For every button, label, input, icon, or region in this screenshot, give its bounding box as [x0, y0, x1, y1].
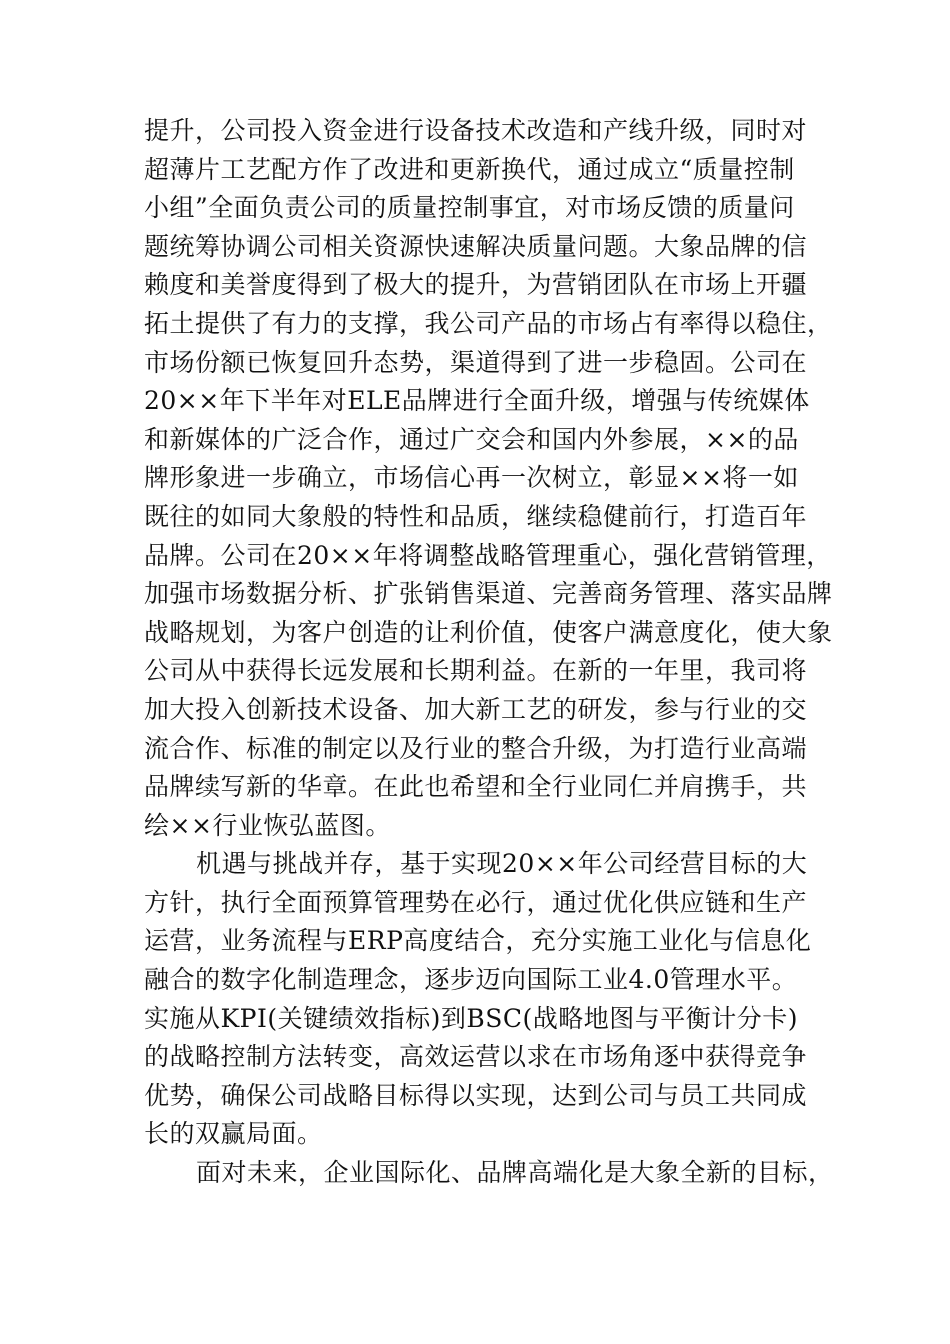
text-line: 题统筹协调公司相关资源快速解决质量问题。大象品牌的信	[144, 231, 808, 261]
text-line: 和新媒体的广泛合作，通过广交会和国内外参展，××的品	[144, 424, 799, 454]
text-line: 小组”全面负责公司的质量控制事宜，对市场反馈的质量问	[144, 193, 795, 223]
text-line: 实施从KPI(关键绩效指标)到BSC(战略地图与平衡计分卡)	[144, 1003, 799, 1033]
text-line: 赖度和美誉度得到了极大的提升，为营销团队在市场上开疆	[144, 270, 808, 300]
text-line: 的战略控制方法转变，高效运营以求在市场角逐中获得竞争	[144, 1042, 808, 1072]
text-line: 市场份额已恢复回升态势，渠道得到了进一步稳固。公司在	[144, 347, 808, 377]
text-line: 加大投入创新技术设备、加大新工艺的研发，参与行业的交	[144, 694, 808, 724]
paragraph-first-line: 机遇与挑战并存，基于实现20××年公司经营目标的大	[196, 849, 808, 879]
text-line: 既往的如同大象般的特性和品质，继续稳健前行，打造百年	[144, 501, 808, 531]
text-line: 方针，执行全面预算管理势在必行，通过优化供应链和生产	[144, 887, 808, 917]
text-line: 超薄片工艺配方作了改进和更新换代，通过成立“质量控制	[144, 154, 795, 184]
text-line: 战略规划，为客户创造的让利价值，使客户满意度化，使大象	[144, 617, 833, 647]
text-line: 优势，确保公司战略目标得以实现，达到公司与员工共同成	[144, 1080, 808, 1110]
body-text	[144, 112, 834, 1193]
text-line: 提升，公司投入资金进行设备技术改造和产线升级，同时对	[144, 116, 808, 145]
text-line: 牌形象进一步确立，市场信心再一次树立，彰显××将一如	[144, 463, 799, 493]
text-line: 20××年下半年对ELE品牌进行全面升级，增强与传统媒体	[144, 386, 810, 416]
text-line: 加强市场数据分析、扩张销售渠道、完善商务管理、落实品牌	[144, 579, 833, 609]
paragraph-first-line: 面对未来，企业国际化、品牌高端化是大象全新的目标，	[196, 1158, 834, 1188]
text-line: 品牌。公司在20××年将调整战略管理重心，强化营销管理，	[144, 540, 832, 570]
text-line: 融合的数字化制造理念，逐步迈向国际工业4.0管理水平。	[144, 965, 798, 995]
text-line: 流合作、标准的制定以及行业的整合升级，为打造行业高端	[144, 733, 808, 763]
text-line: 长的双赢局面。	[144, 1119, 323, 1149]
text-line: 运营，业务流程与ERP高度结合，充分实施工业化与信息化	[144, 926, 812, 956]
text-line: 拓土提供了有力的支撑，我公司产品的市场占有率得以稳住，	[144, 308, 833, 338]
text-line: 绘××行业恢弘蓝图。	[144, 810, 391, 840]
text-line: 品牌续写新的华章。在此也希望和全行业同仁并肩携手，共	[144, 772, 808, 802]
text-line: 公司从中获得长远发展和长期利益。在新的一年里，我司将	[144, 656, 808, 686]
